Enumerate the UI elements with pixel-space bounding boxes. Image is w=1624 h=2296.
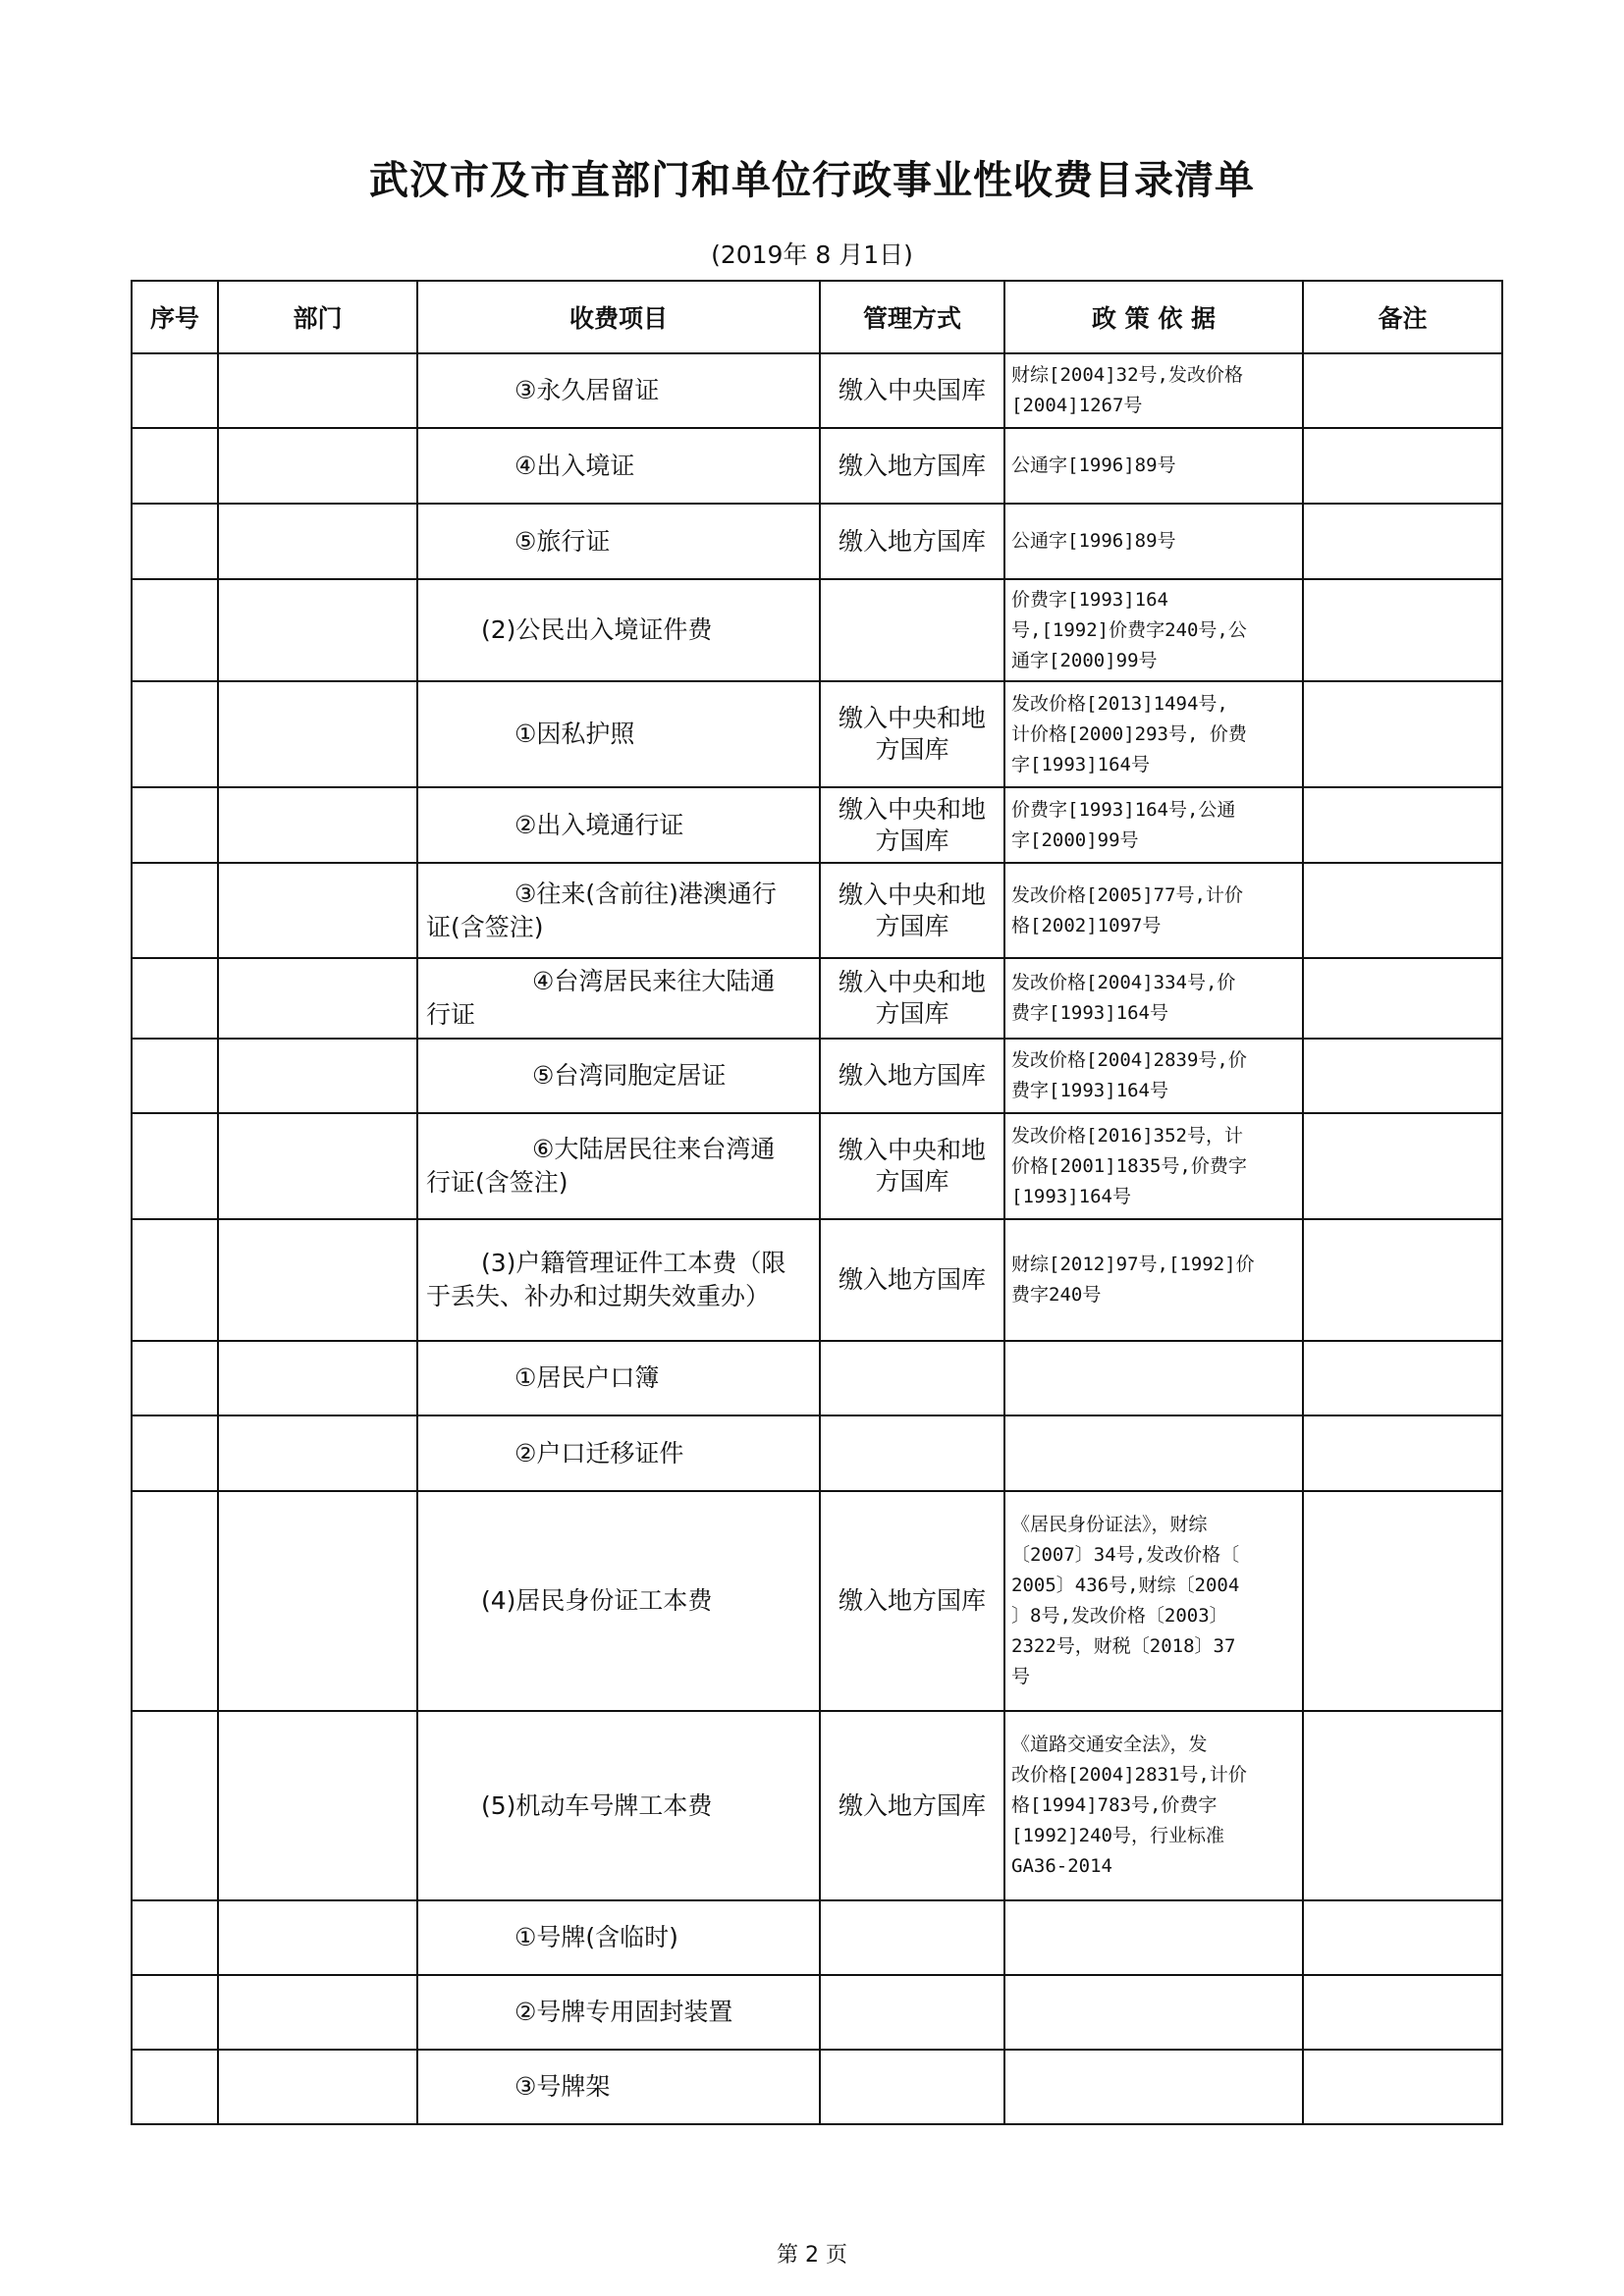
fee-item-text: ⑤旅行证 xyxy=(514,526,611,556)
fee-item-text: ②出入境通行证 xyxy=(514,810,684,839)
policy-text: 公通字[1996]89号 xyxy=(1011,454,1176,476)
fee-item-text: ⑤台湾同胞定居证 xyxy=(532,1061,727,1090)
policy-cell xyxy=(1004,1415,1303,1491)
department-cell xyxy=(218,1039,417,1113)
remarks-cell xyxy=(1303,353,1502,428)
management-text: 缴入地方国库 xyxy=(838,1061,986,1090)
department-cell xyxy=(218,2050,417,2124)
policy-text: 格[1994]783号,价费字 xyxy=(1011,1794,1218,1816)
index-cell xyxy=(132,1113,218,1219)
column-header-management: 管理方式 xyxy=(820,281,1004,353)
policy-cell xyxy=(1004,353,1303,428)
policy-text: 财综[2012]97号,[1992]价 xyxy=(1011,1254,1255,1275)
index-cell xyxy=(132,1039,218,1113)
fee-item-text: ①居民户口簿 xyxy=(514,1363,660,1392)
fee-item-cell xyxy=(417,1415,820,1491)
document-date: (2019年 8 月1日) xyxy=(711,240,913,269)
policy-cell xyxy=(1004,1491,1303,1711)
management-text: 缴入地方国库 xyxy=(838,1586,986,1615)
policy-cell xyxy=(1004,428,1303,504)
management-cell xyxy=(820,1219,1004,1341)
index-cell xyxy=(132,1341,218,1415)
fee-item-cell xyxy=(417,787,820,863)
fee-item-text: ①号牌(含临时) xyxy=(514,1923,678,1951)
management-text: 方国库 xyxy=(875,999,949,1028)
management-cell xyxy=(820,863,1004,958)
policy-cell xyxy=(1004,504,1303,579)
policy-cell xyxy=(1004,1039,1303,1113)
column-header-remarks: 备注 xyxy=(1303,281,1502,353)
remarks-cell xyxy=(1303,2050,1502,2124)
fee-item-cell xyxy=(417,2050,820,2124)
index-cell xyxy=(132,504,218,579)
fee-item-text: ②户口迁移证件 xyxy=(514,1438,684,1468)
policy-text: 号,[1992]价费字240号,公 xyxy=(1011,618,1247,641)
remarks-cell xyxy=(1303,681,1502,787)
fee-item-cell xyxy=(417,863,820,958)
remarks-cell xyxy=(1303,504,1502,579)
table-row xyxy=(132,1491,1502,1711)
page-number: 第 2 页 xyxy=(777,2243,847,2268)
table-row xyxy=(132,1341,1502,1415)
policy-cell xyxy=(1004,1711,1303,1900)
management-cell xyxy=(820,1039,1004,1113)
department-cell xyxy=(218,1113,417,1219)
management-cell xyxy=(820,1975,1004,2050)
management-text: 缴入中央和地 xyxy=(838,794,986,824)
management-cell xyxy=(820,1113,1004,1219)
fee-item-text: (3)户籍管理证件工本费（限 xyxy=(481,1249,786,1277)
remarks-cell xyxy=(1303,1113,1502,1219)
management-text: 缴入地方国库 xyxy=(838,1790,986,1820)
policy-text: 财综[2004]32号,发改价格 xyxy=(1011,364,1243,386)
index-cell xyxy=(132,579,218,681)
table-row xyxy=(132,1219,1502,1341)
policy-cell xyxy=(1004,1341,1303,1415)
fee-item-cell xyxy=(417,1341,820,1415)
department-cell xyxy=(218,681,417,787)
policy-cell xyxy=(1004,1113,1303,1219)
policy-cell xyxy=(1004,958,1303,1039)
policy-text: 费字[1993]164号 xyxy=(1011,1080,1168,1101)
table-row xyxy=(132,504,1502,579)
fee-item-text: ③永久居留证 xyxy=(514,376,660,404)
management-cell xyxy=(820,958,1004,1039)
policy-text: [1992]240号，行业标准 xyxy=(1011,1825,1224,1846)
policy-text: [2004]1267号 xyxy=(1011,395,1143,416)
remarks-cell xyxy=(1303,787,1502,863)
remarks-cell xyxy=(1303,579,1502,681)
management-cell xyxy=(820,681,1004,787)
policy-cell xyxy=(1004,1900,1303,1975)
department-cell xyxy=(218,579,417,681)
index-cell xyxy=(132,1219,218,1341)
remarks-cell xyxy=(1303,958,1502,1039)
index-cell xyxy=(132,787,218,863)
table-row xyxy=(132,579,1502,681)
column-header-index: 序号 xyxy=(132,281,218,353)
management-text: 缴入中央国库 xyxy=(838,376,986,404)
fee-item-text: ④出入境证 xyxy=(514,451,635,480)
department-cell xyxy=(218,1975,417,2050)
management-text: 方国库 xyxy=(875,1167,949,1196)
department-cell xyxy=(218,428,417,504)
policy-text: 计价格[2000]293号, 价费 xyxy=(1011,722,1247,745)
department-cell xyxy=(218,1900,417,1975)
department-cell xyxy=(218,504,417,579)
policy-text: 〔2007〕34号,发改价格〔 xyxy=(1011,1544,1240,1566)
management-text: 缴入中央和地 xyxy=(838,704,986,732)
remarks-cell xyxy=(1303,1341,1502,1415)
fee-item-cell xyxy=(417,1491,820,1711)
policy-text: [1993]164号 xyxy=(1011,1185,1131,1207)
fee-item-cell xyxy=(417,958,820,1039)
index-cell xyxy=(132,353,218,428)
management-cell xyxy=(820,1491,1004,1711)
management-cell xyxy=(820,787,1004,863)
fee-item-text: ②号牌专用固封装置 xyxy=(514,1998,733,2026)
table-row xyxy=(132,1113,1502,1219)
fee-item-cell xyxy=(417,353,820,428)
department-cell xyxy=(218,1219,417,1341)
table-row xyxy=(132,1039,1502,1113)
fee-item-text: ④台湾居民来往大陆通 xyxy=(532,967,776,995)
policy-text: 2005〕436号,财综〔2004 xyxy=(1011,1575,1240,1596)
table-row xyxy=(132,958,1502,1039)
fee-item-text: 于丢失、补办和过期失效重办） xyxy=(426,1282,771,1310)
table-row xyxy=(132,1415,1502,1491)
fee-item-cell xyxy=(417,1900,820,1975)
policy-text: 〕8号,发改价格〔2003〕 xyxy=(1011,1605,1228,1627)
policy-text: 号 xyxy=(1011,1666,1031,1687)
policy-cell xyxy=(1004,681,1303,787)
index-cell xyxy=(132,1900,218,1975)
policy-text: 费字240号 xyxy=(1011,1284,1102,1306)
table-row xyxy=(132,1900,1502,1975)
fee-item-text: ⑥大陆居民往来台湾通 xyxy=(532,1135,776,1163)
fee-item-text: 行证 xyxy=(426,1000,476,1029)
table-row xyxy=(132,787,1502,863)
department-cell xyxy=(218,1341,417,1415)
policy-text: 发改价格[2004]2839号,价 xyxy=(1011,1049,1247,1071)
index-cell xyxy=(132,1711,218,1900)
policy-text: 价格[2001]1835号,价费字 xyxy=(1011,1154,1247,1177)
remarks-cell xyxy=(1303,1711,1502,1900)
table-row xyxy=(132,1975,1502,2050)
management-text: 方国库 xyxy=(875,911,949,940)
fee-item-cell xyxy=(417,1113,820,1219)
remarks-cell xyxy=(1303,1975,1502,2050)
policy-text: 发改价格[2005]77号,计价 xyxy=(1011,883,1243,906)
index-cell xyxy=(132,1491,218,1711)
policy-text: 公通字[1996]89号 xyxy=(1011,530,1176,552)
policy-text: 发改价格[2016]352号，计 xyxy=(1011,1124,1243,1147)
policy-cell xyxy=(1004,1975,1303,2050)
table-row xyxy=(132,863,1502,958)
policy-text: 《道路交通安全法》，发 xyxy=(1011,1734,1208,1755)
index-cell xyxy=(132,2050,218,2124)
management-cell xyxy=(820,1900,1004,1975)
fee-item-text: 行证(含签注) xyxy=(426,1168,568,1197)
management-cell xyxy=(820,1711,1004,1900)
fee-item-text: (4)居民身份证工本费 xyxy=(481,1586,713,1615)
management-text: 缴入地方国库 xyxy=(838,451,986,480)
table-row xyxy=(132,1711,1502,1900)
management-cell xyxy=(820,1415,1004,1491)
policy-cell xyxy=(1004,579,1303,681)
policy-cell xyxy=(1004,863,1303,958)
management-cell xyxy=(820,579,1004,681)
remarks-cell xyxy=(1303,1900,1502,1975)
management-text: 缴入中央和地 xyxy=(838,968,986,996)
fee-table xyxy=(131,280,1503,2125)
management-cell xyxy=(820,2050,1004,2124)
index-cell xyxy=(132,958,218,1039)
remarks-cell xyxy=(1303,428,1502,504)
fee-item-text: ①因私护照 xyxy=(514,720,635,748)
table-row xyxy=(132,681,1502,787)
policy-cell xyxy=(1004,787,1303,863)
management-text: 方国库 xyxy=(875,826,949,855)
remarks-cell xyxy=(1303,1039,1502,1113)
policy-text: 通字[2000]99号 xyxy=(1011,649,1158,671)
remarks-cell xyxy=(1303,863,1502,958)
policy-cell xyxy=(1004,1219,1303,1341)
remarks-cell xyxy=(1303,1491,1502,1711)
management-cell xyxy=(820,428,1004,504)
management-text: 缴入地方国库 xyxy=(838,1265,986,1294)
policy-text: 价费字[1993]164号,公通 xyxy=(1011,798,1236,821)
index-cell xyxy=(132,1415,218,1491)
remarks-cell xyxy=(1303,1219,1502,1341)
fee-item-text: 证(含签注) xyxy=(426,912,544,941)
department-cell xyxy=(218,353,417,428)
fee-item-cell xyxy=(417,428,820,504)
department-cell xyxy=(218,787,417,863)
management-cell xyxy=(820,1341,1004,1415)
index-cell xyxy=(132,681,218,787)
fee-item-text: (5)机动车号牌工本费 xyxy=(481,1790,713,1820)
fee-item-cell xyxy=(417,504,820,579)
fee-item-cell xyxy=(417,1711,820,1900)
fee-item-text: ③往来(含前往)港澳通行 xyxy=(514,879,777,908)
column-header-department: 部门 xyxy=(218,281,417,353)
policy-text: 费字[1993]164号 xyxy=(1011,1002,1168,1024)
document-title: 武汉市及市直部门和单位行政事业性收费目录清单 xyxy=(369,158,1255,203)
index-cell xyxy=(132,428,218,504)
department-cell xyxy=(218,863,417,958)
fee-item-cell xyxy=(417,681,820,787)
fee-item-cell xyxy=(417,1219,820,1341)
policy-text: 发改价格[2004]334号,价 xyxy=(1011,972,1236,993)
fee-item-text: ③号牌架 xyxy=(514,2072,611,2101)
policy-text: 2322号，财税〔2018〕37 xyxy=(1011,1635,1236,1657)
department-cell xyxy=(218,1491,417,1711)
table-header-row xyxy=(132,281,1502,353)
policy-text: 《居民身份证法》，财综 xyxy=(1011,1514,1208,1535)
index-cell xyxy=(132,863,218,958)
management-text: 缴入地方国库 xyxy=(838,526,986,556)
policy-text: 字[1993]164号 xyxy=(1011,753,1150,775)
management-text: 缴入中央和地 xyxy=(838,880,986,909)
management-text: 方国库 xyxy=(875,735,949,764)
fee-item-cell xyxy=(417,1975,820,2050)
index-cell xyxy=(132,1975,218,2050)
policy-text: 格[2002]1097号 xyxy=(1011,914,1162,936)
policy-text: GA36-2014 xyxy=(1011,1855,1112,1877)
remarks-cell xyxy=(1303,1415,1502,1491)
fee-item-text: (2)公民出入境证件费 xyxy=(481,615,713,644)
department-cell xyxy=(218,1415,417,1491)
policy-text: 改价格[2004]2831号,计价 xyxy=(1011,1764,1247,1786)
policy-text: 字[2000]99号 xyxy=(1011,828,1139,851)
column-header-policy-basis: 政 策 依 据 xyxy=(1004,281,1303,353)
table-row xyxy=(132,428,1502,504)
policy-text: 价费字[1993]164 xyxy=(1011,588,1168,611)
column-header-fee-item: 收费项目 xyxy=(417,281,820,353)
fee-item-cell xyxy=(417,579,820,681)
management-cell xyxy=(820,504,1004,579)
table-row xyxy=(132,353,1502,428)
management-cell xyxy=(820,353,1004,428)
policy-text: 发改价格[2013]1494号, xyxy=(1011,692,1228,715)
department-cell xyxy=(218,1711,417,1900)
management-text: 缴入中央和地 xyxy=(838,1136,986,1164)
table-row xyxy=(132,2050,1502,2124)
fee-item-cell xyxy=(417,1039,820,1113)
department-cell xyxy=(218,958,417,1039)
policy-cell xyxy=(1004,2050,1303,2124)
